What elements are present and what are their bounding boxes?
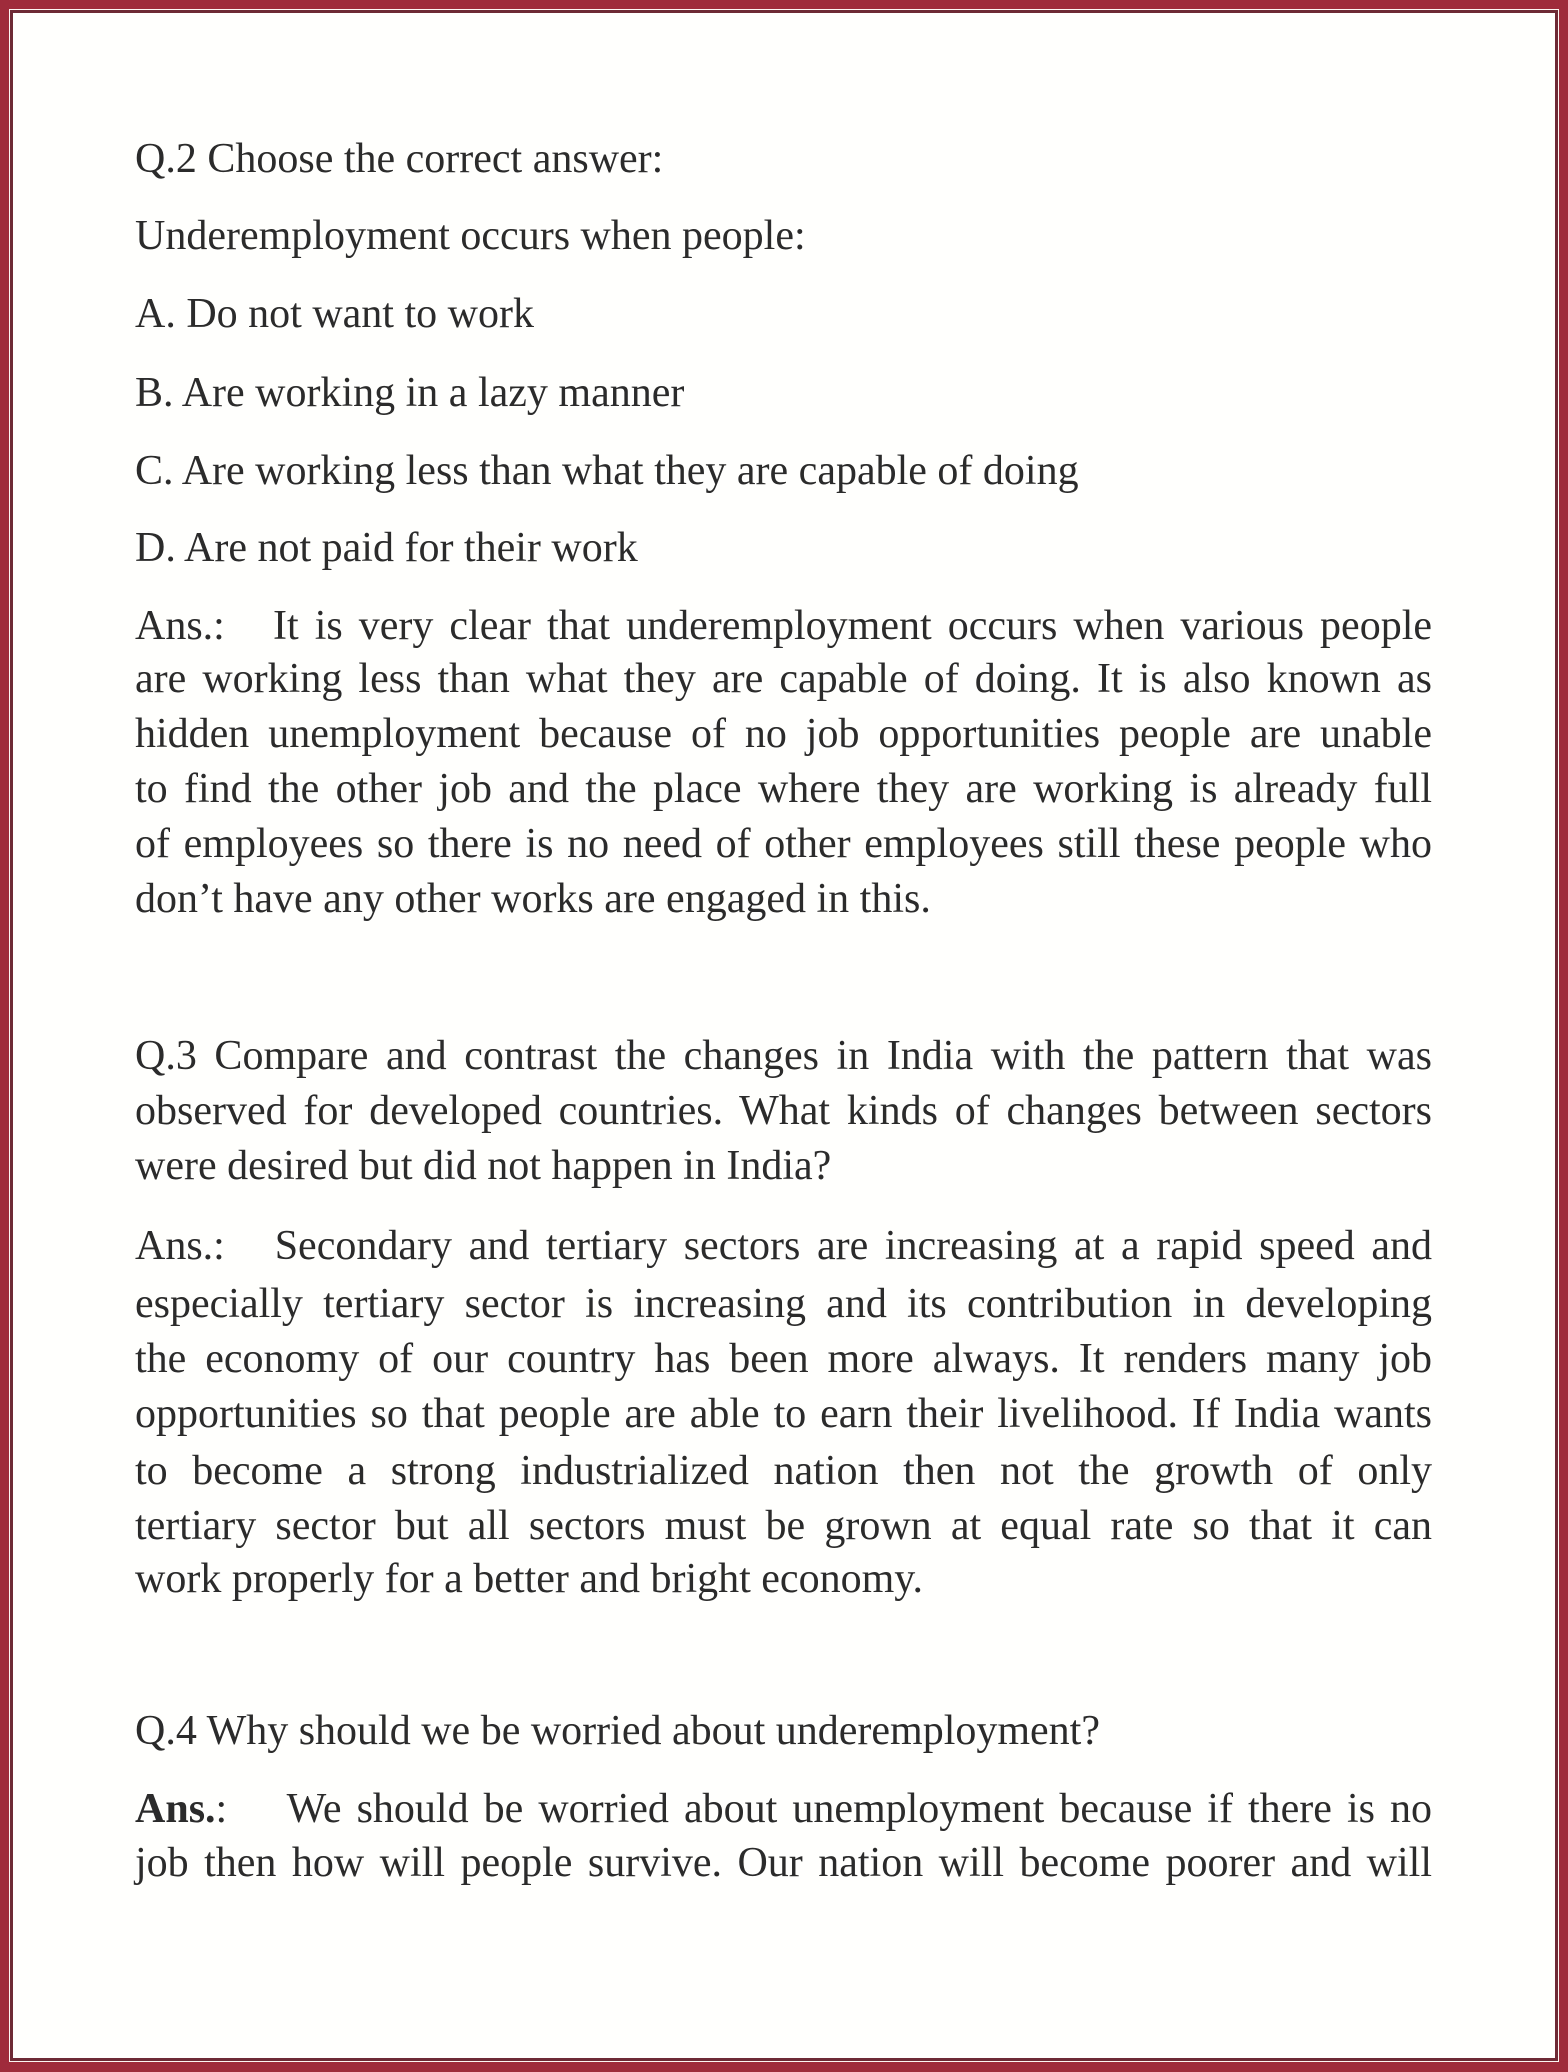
q3-answer-line [135, 1225, 1432, 1267]
q2-answer-text: It is very clear that underemployment occurs when various people [273, 603, 1433, 649]
q2-answer-line: are working less than what they are capable of doing. It is also known as [135, 656, 1432, 702]
q4-answer-colon: : [215, 1786, 228, 1832]
q2-answer-line: to find the other job and the place where they are working is already full [135, 766, 1432, 812]
q3-answer-line: tertiary sector but all sectors must be grown at equal rate so that it can [135, 1503, 1432, 1549]
q4-title: Q.4 Why should we be worried about underemployment? [135, 1708, 1100, 1754]
q3-title-line: were desired but did not happen in India? [135, 1143, 832, 1189]
q3-title-line: Q.3 Compare and contrast the changes in India with the pattern that was [135, 1033, 1432, 1079]
q2-title: Q.2 Choose the correct answer: [135, 136, 664, 182]
q2-option-a: A. Do not want to work [135, 291, 534, 337]
q4-answer-line [135, 1788, 1432, 1830]
q4-answer-line: job then how will people survive. Our nation will become poorer and will [135, 1840, 1432, 1886]
q3-answer-line: the economy of our country has been more always. It renders many job [135, 1336, 1432, 1382]
q2-answer-label: Ans.: [135, 603, 225, 649]
q3-answer-line: to become a strong industrialized nation then not the growth of only [135, 1448, 1432, 1494]
q3-answer-label: Ans.: [135, 1223, 225, 1269]
q2-option-b: B. Are working in a lazy manner [135, 370, 685, 416]
q2-answer-line: hidden unemployment because of no job opportunities people are unable [135, 711, 1432, 757]
q3-title-line: observed for developed countries. What kinds of changes between sectors [135, 1088, 1432, 1134]
q2-stem: Underemployment occurs when people: [135, 213, 806, 259]
q2-answer-line: of employees so there is no need of other employees still these people who [135, 821, 1432, 867]
q2-option-c: C. Are working less than what they are capable of doing [135, 448, 1079, 494]
q3-answer-line: work properly for a better and bright economy. [135, 1556, 924, 1602]
q2-answer-line: don’t have any other works are engaged in this. [135, 876, 931, 922]
q3-answer-text: Secondary and tertiary sectors are increasing at a rapid speed and [274, 1223, 1433, 1269]
q2-option-d: D. Are not paid for their work [135, 525, 638, 571]
q4-answer-text: We should be worried about unemployment because if there is no [286, 1786, 1432, 1832]
q2-answer-line [135, 605, 1432, 647]
q3-answer-line: especially tertiary sector is increasing and its contribution in developing [135, 1281, 1432, 1327]
q4-answer-label: Ans. [135, 1786, 216, 1832]
q3-answer-line: opportunities so that people are able to earn their livelihood. If India wants [135, 1391, 1432, 1437]
